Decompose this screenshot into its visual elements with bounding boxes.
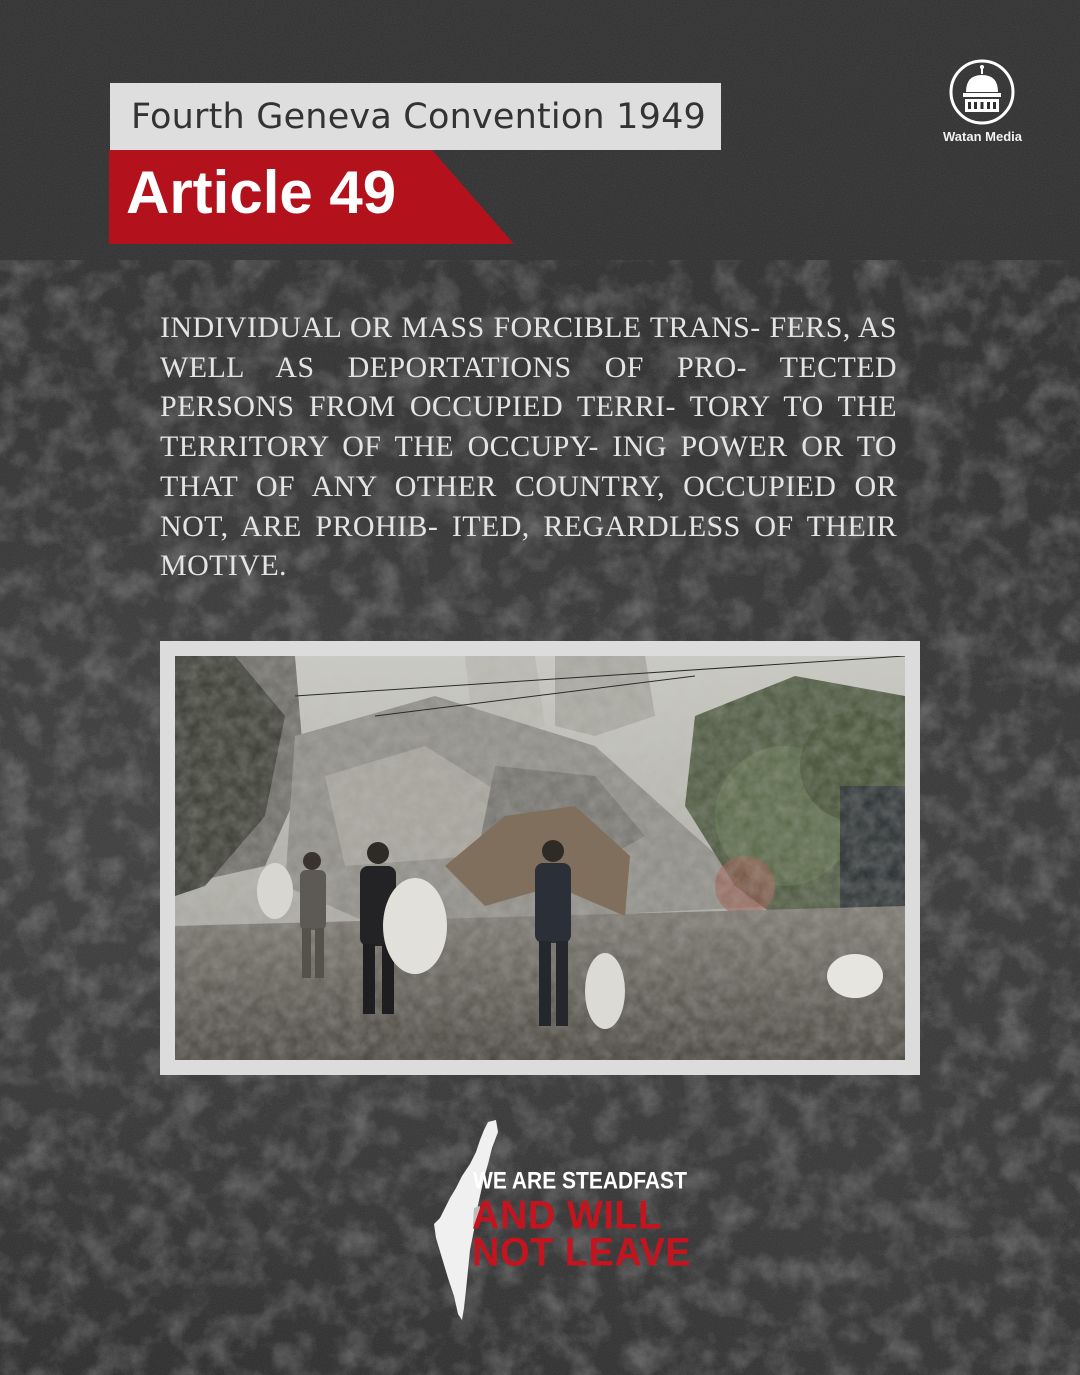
slogan-line-2: AND WILL <box>472 1194 662 1239</box>
subtitle-box <box>110 83 721 150</box>
dome-mosque-icon <box>948 58 1016 126</box>
article-body: INDIVIDUAL OR MASS FORCIBLE TRANS- FERS, AS WELL AS DEPORTATIONS OF PRO- TECTED PERSONS FROM OCCUPIED TERRI- TORY TO THE TERRITORY OF THE OCCUPY- ING POWER OR TO THAT OF ANY OTHER COUNTRY, OCCUPIED OR NOT, ARE PROHIB- ITED, REGARDLESS OF THEIR MOTIVE. <box>160 311 897 583</box>
photo-frame <box>160 641 920 1075</box>
slogan-line-1: WE ARE STEADFAST <box>473 1168 687 1195</box>
article-title: Article 49 <box>126 159 397 226</box>
rubble-photo <box>175 656 905 1060</box>
title-banner <box>109 150 514 244</box>
watan-media-logo <box>930 58 1035 158</box>
subtitle: Fourth Geneva Convention 1949 <box>130 96 707 137</box>
slogan-line-3: NOT LEAVE <box>472 1231 692 1276</box>
slogan-block <box>430 1118 692 1323</box>
logo-name: Watan Media <box>943 129 1022 144</box>
